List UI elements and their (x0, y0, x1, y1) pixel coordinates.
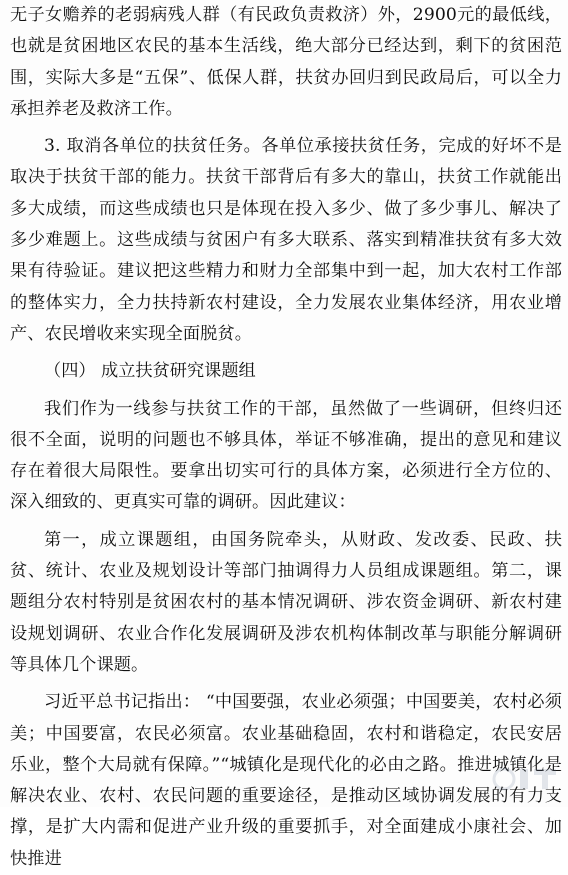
paragraph-research-intro: 我们作为一线参与扶贫工作的干部，虽然做了一些调研，但终归还很不全面，说明的问题也不够具体，举证不够准确，提出的意见和建议存在着很大局限性。要拿出切实可行的具体方案，必须进行全方位的、深入细致的、更真实可靠的调研。因此建议： (10, 398, 562, 513)
watermark-logo-icon (490, 759, 562, 799)
document-body (10, 0, 562, 875)
paragraph-item-3: 3. 取消各单位的扶贫任务。各单位承接扶贫任务，完成的好坏不是取决于扶贫干部的能力。扶贫干部背后有多大的靠山，扶贫工作就能出多大成绩，而这些成绩也只是体现在投入多少、做了多少事儿、解决了多少难题上。这些成绩与贫困户有多大联系、落实到精准扶贫有多大效果有待验证。建议把这些精力和财力全部集中到一起，加大农村工作部的整体实力，全力扶持新农村建设，全力发展农业集体经济，用农业增产、农民增收来实现全面脱贫。 (10, 136, 562, 344)
paragraph-research-group: 第一，成立课题组，由国务院牵头，从财政、发改委、民政、扶贫、统计、农业及规划设计等部门抽调得力人员组成课题组。第二，课题组分农村特别是贫困农村的基本情况调研、涉农资金调研、新农村建设规划调研、农业合作化发展调研及涉农机构体制改革与职能分解调研等具体几个课题。 (10, 529, 562, 675)
section-heading: （四） 成立扶贫研究课题组 (44, 361, 256, 382)
paragraph-quotation: 习近平总书记指出： “中国要强，农业必须强；中国要美，农村必须美；中国要富，农民必须富。农业基础稳固，农村和谐稳定，农民安居乐业，整个大局就有保障。”“城镇化是现代化的必由之路。推进城镇化是解决农业、农村、农民问题的重要途径，是推动区域协调发展的有力支撑，是扩大内需和促进产业升级的重要抓手，对全面建成小康社会、加快推进 (10, 692, 562, 869)
paragraph-continuation: 无子女赡养的老弱病残人群（有民政负责救济）外，2900元的最低线，也就是贫困地区农民的基本生活线，绝大部分已经达到，剩下的贫困范围，实际大多是“五保”、低保人群，扶贫办回归到民政局后，可以全力承担养老及救济工作。 (10, 5, 562, 119)
